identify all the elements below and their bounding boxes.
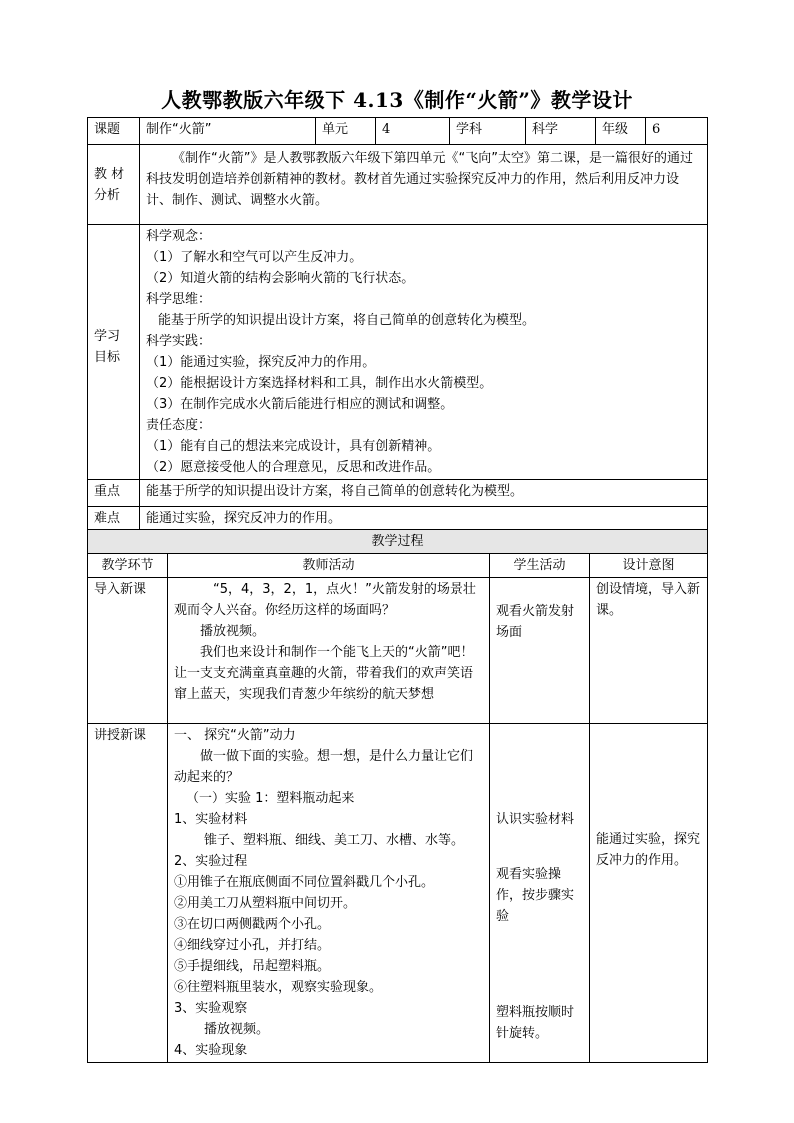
intro-stage: 导入新课 <box>88 578 168 724</box>
lesson-stage: 讲授新课 <box>88 724 168 1063</box>
intro-teacher <box>168 578 490 724</box>
header-intent: 设计意图 <box>590 554 708 578</box>
lesson-intent-text: 能通过实验，探究反冲力的作用。 <box>596 832 701 868</box>
analysis-label-line2: 分析 <box>94 188 121 203</box>
lesson-teacher <box>168 724 490 1063</box>
header-student: 学生活动 <box>490 554 590 578</box>
intro-teacher-para: “5，4，3，2，1，点火！”火箭发射的场景壮观而令人兴奋。你经历这样的场面吗？ <box>174 582 476 618</box>
phenomenon-heading: 4、实验现象 <box>174 1043 248 1058</box>
procedure-step: ⑤手提细线，吊起塑料瓶。 <box>174 959 331 974</box>
subject-label: 学科 <box>450 118 526 145</box>
process-heading: 教学过程 <box>88 530 708 554</box>
difficulty-label: 难点 <box>88 507 140 534</box>
header-stage: 教学环节 <box>88 554 168 578</box>
grade-value: 6 <box>646 118 708 145</box>
procedure-step: ③在切口两侧戳两个小孔。 <box>174 917 331 932</box>
materials-heading: 1、实验材料 <box>174 812 248 827</box>
objectives-label-line1: 学习 <box>94 329 121 344</box>
key-point-text: 能基于所学的知识提出设计方案，将自己简单的创意转化为模型。 <box>140 480 708 507</box>
experiment-title: （一）实验 1：塑料瓶动起来 <box>186 791 355 806</box>
procedure-step: ②用美工刀从塑料瓶中间切开。 <box>174 896 357 911</box>
objective-line: 科学观念： <box>146 229 212 244</box>
lesson-student-s3: 塑料瓶按顺时针旋转。 <box>496 1005 575 1041</box>
procedure-step: ④细线穿过小孔，并打结。 <box>174 938 331 953</box>
analysis-paragraph: 《制作“火箭”》是人教鄂教版六年级下第四单元《“飞向”太空》第二课，是一篇很好的通过科技发明创造培养创新精神的教材。教材首先通过实验探究反冲力的作用，然后利用反冲力设计、制作、测试、调整水火箭。 <box>146 151 693 208</box>
objective-line: （1）能有自己的想法来完成设计，具有创新精神。 <box>146 439 441 454</box>
lesson-student-s2: 观看实验操作，按步骤实验 <box>496 867 575 924</box>
objective-line: 科学思维： <box>146 292 212 307</box>
subject-value: 科学 <box>526 118 596 145</box>
grade-label: 年级 <box>596 118 646 145</box>
objective-line: （1）能通过实验，探究反冲力的作用。 <box>146 355 376 370</box>
observation-heading: 3、实验观察 <box>174 1001 248 1016</box>
lesson-student-s1: 认识实验材料 <box>496 812 575 827</box>
analysis-text <box>140 145 708 225</box>
objective-line: 科学实践： <box>146 334 212 349</box>
intro-intent: 创设情境，导入新课。 <box>590 578 708 724</box>
procedure-step: ①用锥子在瓶底侧面不同位置斜戳几个小孔。 <box>174 875 435 890</box>
lesson-student <box>490 724 590 1063</box>
objective-line: （1）了解水和空气可以产生反冲力。 <box>146 250 363 265</box>
objective-line: （2）愿意接受他人的合理意见，反思和改进作品。 <box>146 460 441 475</box>
objectives-label <box>88 225 140 480</box>
objectives-content <box>140 225 708 480</box>
observation-text: 播放视频。 <box>204 1022 270 1037</box>
difficulty-text: 能通过实验，探究反冲力的作用。 <box>140 507 708 534</box>
intro-student-text: 观看火箭发射场面 <box>496 604 575 640</box>
info-table <box>87 117 708 534</box>
objective-line: 能基于所学的知识提出设计方案，将自己简单的创意转化为模型。 <box>158 313 536 328</box>
unit-value: 4 <box>376 118 450 145</box>
document-title: 人教鄂教版六年级下 4.13《制作“火箭”》教学设计 <box>161 88 633 112</box>
objective-line: （2）能根据设计方案选择材料和工具，制作出水火箭模型。 <box>146 376 493 391</box>
process-table <box>87 529 708 1063</box>
intro-student <box>490 578 590 724</box>
intro-teacher-para: 播放视频。 <box>200 624 266 639</box>
objective-line: （2）知道火箭的结构会影响火箭的飞行状态。 <box>146 271 415 286</box>
analysis-label <box>88 145 140 225</box>
materials-list: 锥子、塑料瓶、细线、美工刀、水槽、水等。 <box>204 833 465 848</box>
key-point-label: 重点 <box>88 480 140 507</box>
course-label: 课题 <box>88 118 140 145</box>
unit-label: 单元 <box>316 118 376 145</box>
course-value: 制作“火箭” <box>140 118 316 145</box>
objective-line: （3）在制作完成水火箭后能进行相应的测试和调整。 <box>146 397 454 412</box>
lesson-heading: 一、 探究“火箭”动力 <box>174 728 296 743</box>
lesson-intent <box>590 724 708 1063</box>
procedure-heading: 2、实验过程 <box>174 854 248 869</box>
analysis-label-line1: 教 材 <box>94 167 125 182</box>
procedure-step: ⑥往塑料瓶里装水，观察实验现象。 <box>174 980 383 995</box>
objective-line: 责任态度： <box>146 418 212 433</box>
lesson-question: 做一做下面的实验。想一想，是什么力量让它们动起来的？ <box>174 749 474 785</box>
objectives-label-line2: 目标 <box>94 350 121 365</box>
intro-teacher-para: 我们也来设计和制作一个能飞上天的“火箭”吧！让一支支充满童真童趣的火箭，带着我们的欢声笑语窜上蓝天，实现我们青葱少年缤纷的航天梦想 <box>174 645 474 702</box>
header-teacher: 教师活动 <box>168 554 490 578</box>
